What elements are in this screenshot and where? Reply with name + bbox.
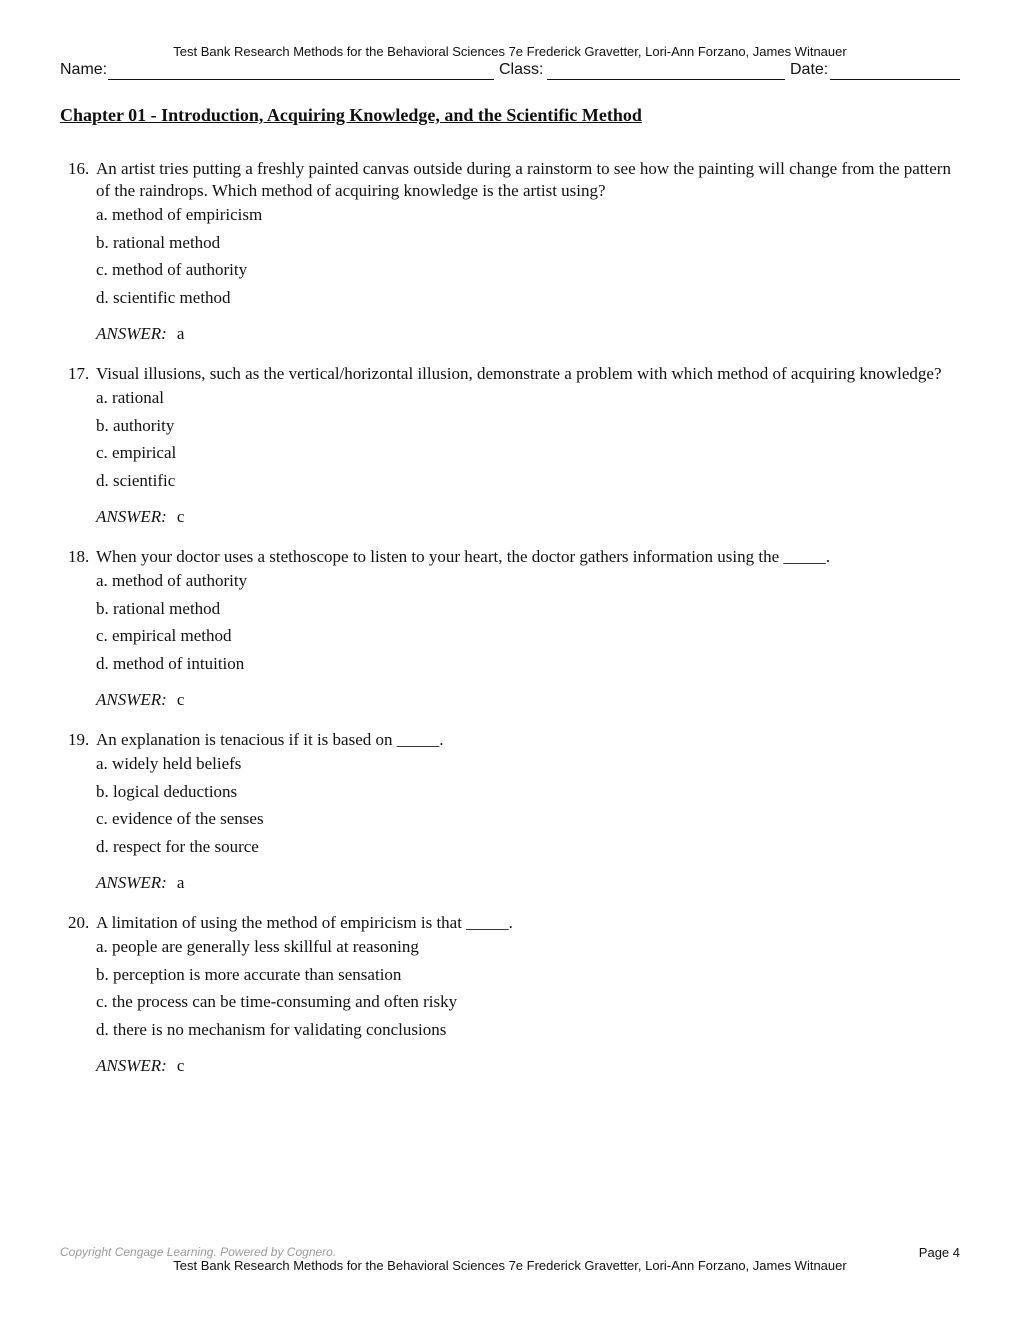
answer-option: b. logical deductions [96,781,238,801]
answer-option: c. evidence of the senses [96,809,264,828]
answer-option: c. the process can be time-consuming and often risky [96,992,458,1011]
answer-option: c. empirical method [96,626,232,645]
answer-label: ANSWER: [96,690,167,709]
class-field[interactable] [547,79,785,80]
answer-option: c. empirical [96,443,177,462]
answer-option: b. rational method [96,598,221,618]
question-stem [60,912,960,934]
question-number: 18. [68,547,90,566]
question-text: When your doctor uses a stethoscope to listen to your heart, the doctor gathers information using the _____. [96,547,831,566]
date-field[interactable] [830,79,960,80]
answer-option: b. rational method [96,232,221,252]
question-item [60,912,960,1083]
answer-options [96,753,960,863]
answer-options [96,387,960,497]
question-stem [60,158,960,202]
question-stem [60,546,960,568]
question-item [60,363,960,534]
question-text: An artist tries putting a freshly painted canvas outside during a rainstorm to see how the painting will change from the pattern of the raindrops. Which method of acquiring knowledge is the artist using? [96,159,951,200]
question-item [60,158,960,351]
answer-option: a. method of empiricism [96,205,263,224]
answer-value: a [176,324,185,343]
answer-option: b. authority [96,415,175,435]
chapter-heading: Chapter 01 - Introduction, Acquiring Knowledge, and the Scientific Method [60,105,642,125]
answer-option: d. scientific method [96,287,231,307]
answer-option: a. rational [96,388,164,407]
answer-option: a. widely held beliefs [96,754,242,773]
answer-option: d. scientific [96,470,176,490]
name-field[interactable] [108,79,494,80]
answer-option: b. perception is more accurate than sensation [96,964,402,984]
name-class-date-line [60,60,960,82]
question-item [60,546,960,717]
question-number: 20. [68,913,90,932]
question-list [60,158,960,1095]
answer-key [96,872,960,900]
question-text: An explanation is tenacious if it is based on _____. [96,730,444,749]
question-stem [60,363,960,385]
question-stem [60,729,960,751]
answer-label: ANSWER: [96,1056,167,1075]
answer-value: c [176,1056,185,1075]
question-text: A limitation of using the method of empiricism is that _____. [96,913,513,932]
class-label: Class: [499,61,544,78]
answer-option: d. there is no mechanism for validating conclusions [96,1019,447,1039]
answer-value: c [176,507,185,526]
question-item [60,729,960,900]
page-number: Page 4 [918,1245,960,1260]
answer-key [96,323,960,351]
answer-option: c. method of authority [96,260,248,279]
footer-copyright: Copyright Cengage Learning. Powered by Cognero. [60,1245,337,1259]
answer-value: a [176,873,185,892]
answer-options [96,936,960,1046]
answer-option: a. people are generally less skillful at reasoning [96,937,419,956]
footer-title: Test Bank Research Methods for the Behavioral Sciences 7e Frederick Gravetter, Lori-Ann Forzano, James Witnauer [173,1258,847,1273]
answer-key [96,689,960,717]
answer-option: a. method of authority [96,571,248,590]
answer-label: ANSWER: [96,873,167,892]
date-label: Date: [790,61,829,78]
answer-label: ANSWER: [96,324,167,343]
question-text: Visual illusions, such as the vertical/horizontal illusion, demonstrate a problem with which method of acquiring knowledge? [96,364,942,383]
answer-options [96,570,960,680]
document-header-title: Test Bank Research Methods for the Behavioral Sciences 7e Frederick Gravetter, Lori-Ann Forzano, James Witnauer [173,44,847,59]
answer-option: d. respect for the source [96,836,259,856]
answer-option: d. method of intuition [96,653,245,673]
answer-value: c [176,690,185,709]
question-number: 19. [68,730,90,749]
name-label: Name: [60,61,108,78]
answer-options [96,204,960,314]
answer-label: ANSWER: [96,507,167,526]
question-number: 16. [68,159,90,178]
answer-key [96,1055,960,1083]
answer-key [96,506,960,534]
question-number: 17. [68,364,90,383]
